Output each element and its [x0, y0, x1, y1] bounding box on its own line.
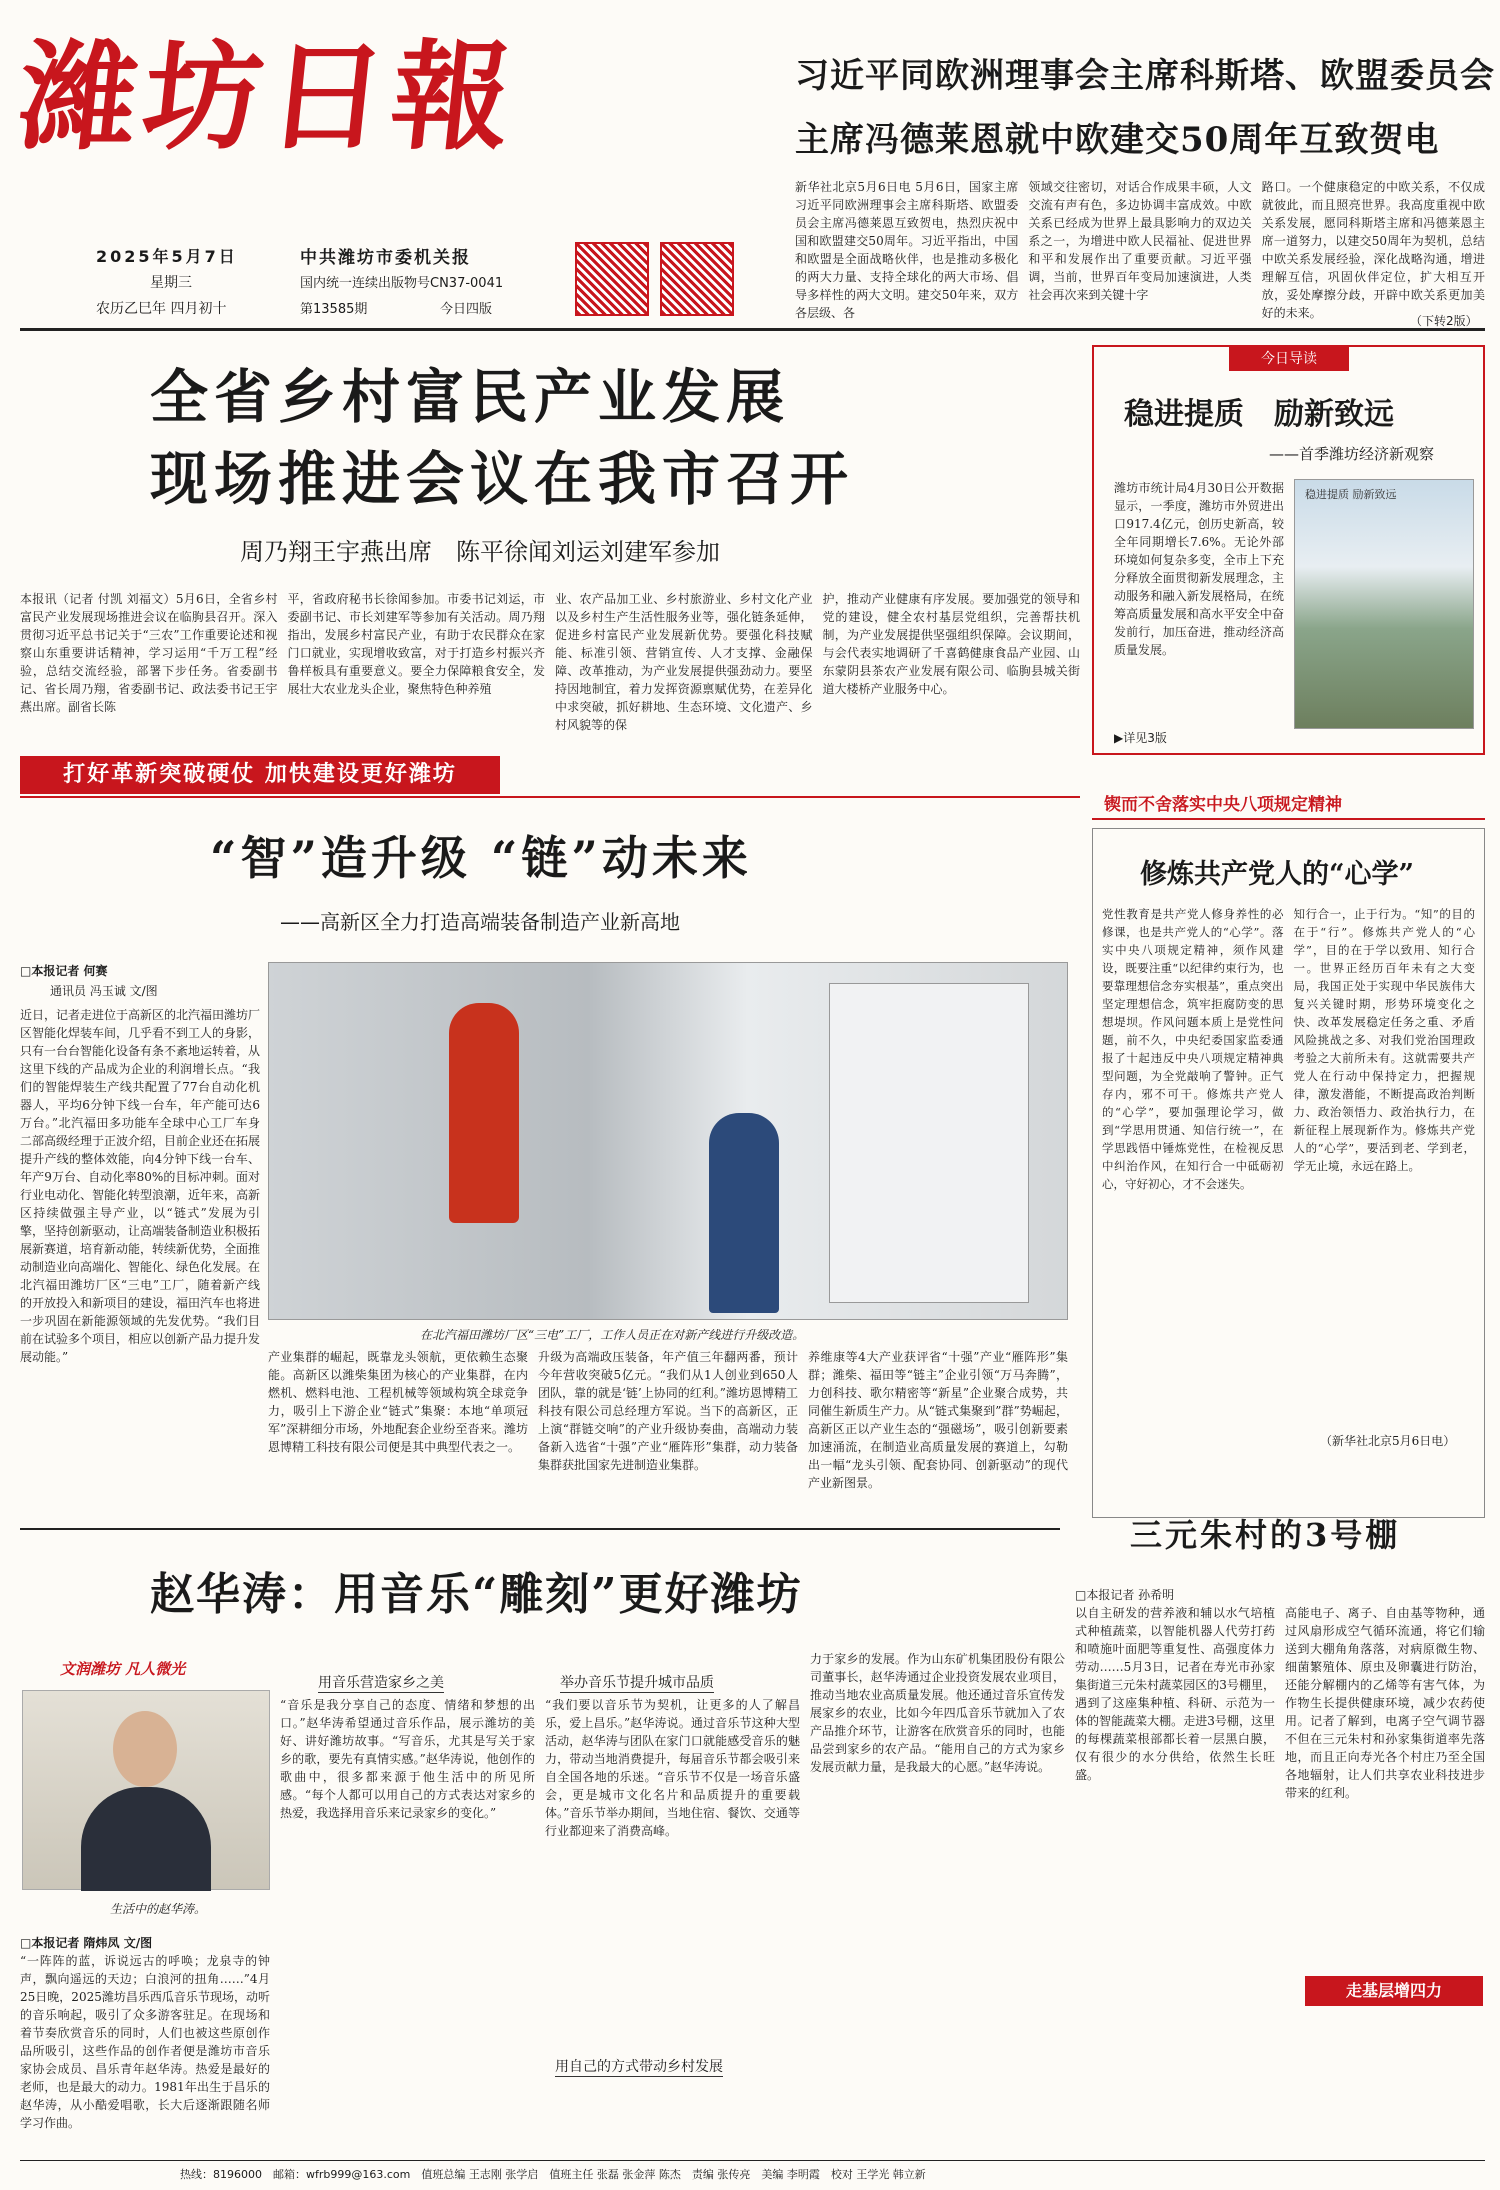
- lead-headline-1: 全省乡村富民产业发展: [150, 363, 791, 431]
- photo-feature-headline: 三元朱村的3号棚: [1130, 1516, 1401, 1554]
- top-story-headline-2: 主席冯德莱恩就中欧建交50周年互致贺电: [795, 120, 1440, 160]
- commentary-col: 知行合一，止于行为。“知”的目的在于“行”。修炼共产党人的“心学”，目的在于学以致用、知行合一。世界正经历百年未有之大变局，我国正处于实现中华民族伟大复兴关键时期，形势环境变化之快、改革发展稳定任务之重、矛盾风险挑战之多、对我们党治国理政考验之大前所未有。这就需要共产党人在行动中保持定力，把握规律，激发潜能，不断提高政治判断力、政治领悟力、政治执行力，在新征程上展现新作为。修炼共产党人的“心学”，要活到老、学到老，学无止境，永远在路上。: [1293, 907, 1475, 1173]
- top-story-body: [795, 178, 1485, 328]
- commentary-body: [1102, 905, 1475, 1425]
- preview-box: [1092, 345, 1485, 755]
- lead-col: 业、农产品加工业、乡村旅游业、乡村文化产业以及乡村生产生活性服务业等，强化链条延伸，促进乡村富民产业发展新优势。要强化科技赋能、标准引领、营销宣传、人才支撑、金融保障、改革推动，为产业发展提供强劲动力。要坚持因地制宜，着力发挥资源禀赋优势，在差异化中求突破，抓好耕地、生态环境、文化遗产、乡村风貌等的保: [555, 592, 813, 732]
- profile-column-tag: 文润潍坊 凡人微光: [60, 1660, 186, 1678]
- top-story-jump: （下转2版）: [1410, 314, 1478, 328]
- masthead-lunar: 农历乙巳年 四月初十: [96, 301, 227, 317]
- portrait-body: [81, 1787, 211, 1891]
- preview-subhead: ——首季潍坊经济新观察: [1269, 445, 1435, 463]
- lead-subhead: 周乃翔王宇燕出席 陈平徐闻刘运刘建军参加: [240, 538, 720, 566]
- profile-subhead-3: 用自己的方式带动乡村发展: [555, 2056, 723, 2077]
- preview-body: 潍坊市统计局4月30日公开数据显示，一季度，潍坊市外贸进出口917.4亿元，创历史新高，较全年同期增长7.6%。无论外部环境如何复杂多变，全市上下充分释放全面贯彻新发展理念，主动服务和融入新发展格局，在统筹高质量发展和高水平安全中奋发前行，加压奋进，推动经济高质量发展。: [1114, 481, 1284, 657]
- feature-body: [268, 1348, 1068, 1508]
- footer-imprint: 热线：8196000 邮箱：wfrb999@163.com 值班总编 王志刚 张学启 值班主任 张磊 张金萍 陈杰 责编 张传亮 美编 李明霞 校对 王学光 韩立新: [180, 2168, 926, 2181]
- top-story-col: 新华社北京5月6日电 5月6日，国家主席习近平同欧洲理事会主席科斯塔、欧盟委员会主席冯德莱恩互致贺电，热烈庆祝中国和欧盟建交50周年。习近平指出，中国和欧盟是全面战略伙伴，也是推动多极化的两大力量、支持全球化的两大市场、倡导多样性的两大文明。建交50年来，双方各层级、各: [795, 180, 1019, 320]
- profile-subhead-2: 举办音乐节提升城市品质: [560, 1672, 714, 1693]
- commentary-col: 党性教育是共产党人修身养性的必修课，也是共产党人的“心学”。落实中央八项规定精神，须作风建设，既要注重“以纪律约束行为，也要靠理想信念夯实根基”，重点突出坚定理想信念，筑牢拒腐防变的思想堤坝。作风问题本质上是党性问题，前不久，中央纪委国家监委通报了十起违反中央八项规定精神典型问题，为全党敲响了警钟。正气存内，邪不可干。修炼共产党人的“心学”，要加强理论学习，做到“学思用贯通、知信行统一”，在学思践悟中锤炼党性，在检视反思中纠治作风，在知行合一中砥砺初心，守好初心，才不会迷失。: [1102, 907, 1284, 1191]
- profile-col: “音乐是我分享自己的态度、情绪和梦想的出口。”赵华涛希望通过音乐作品，展示潍坊的美好、讲好潍坊故事。“写音乐，尤其是写关于家乡的歌，要先有真情实感。”赵华涛说，他创作的歌曲中，很多都来源于他生活中的所见所感。“每个人都可以用自己的方式表达对家乡的热爱，我选择用音乐来记录家乡的变化。”: [280, 1698, 535, 1820]
- preview-tag: 今日导读: [1229, 347, 1349, 371]
- footer-rule: [20, 2160, 1485, 2161]
- masthead-pages: 今日四版: [440, 302, 493, 317]
- profile-col: “一阵阵的蓝，诉说远古的呼唤；龙泉寺的钟声，飘向遥远的天边；白浪河的扭角……”4月25日晚，2025潍坊昌乐西瓜音乐节现场，动听的音乐响起，吸引了众多游客驻足。在现场和着节奏欣赏音乐的同时，人们也被这些原创作品所吸引，这些作品的创作者便是潍坊市音乐家协会成员、昌乐青年赵华涛。热爱是最好的老师，也是最大的动力。1981年出生于昌乐的赵华涛，从小酷爱唱歌，长大后逐渐跟随名师学习作曲。: [20, 1954, 270, 2130]
- robot-arm-graphic: [449, 1003, 519, 1223]
- feature-col: 升级为高端政压装备，年产值三年翻两番，预计今年营收突破5亿元。“我们从1人创业到650人团队，靠的就是‘链’上协同的红利。”潍坊恩博精工科技有限公司总经理方军说。当下的高新区，正上演“群链交响”的产业升级协奏曲，高端动力装备新入选省“十强”产业“雁阵形”集群，动力装备集群获批国家先进制造业集群。: [538, 1350, 798, 1472]
- masthead-cn: 国内统一连续出版物号CN37-0041: [300, 276, 504, 291]
- campaign-banner: 打好革新突破硬仗 加快建设更好潍坊: [20, 756, 500, 794]
- feature-photo: [268, 962, 1068, 1320]
- masthead-weekday: 星期三: [150, 275, 192, 291]
- profile-col: 力于家乡的发展。作为山东矿机集团股份有限公司董事长，赵华涛通过企业投资发展农业项目，推动当地农业高质量发展。他还通过音乐宣传发展家乡的农业，比如今年四瓜音乐节就加入了农产品推介环节，让游客在欣赏音乐的同时，也能品尝到家乡的农产品。“能用自己的方式为家乡发展贡献力量，是我最大的心愿。”赵华涛说。: [810, 1652, 1065, 1774]
- preview-jump: ▶详见3版: [1114, 731, 1167, 745]
- machine-cabinet: [829, 983, 1029, 1303]
- footer-tag: 走基层增四力: [1305, 1976, 1483, 2006]
- profile-rule: [20, 1528, 1060, 1530]
- lead-body: [20, 590, 1080, 745]
- photo-feature-body: [1075, 1604, 1485, 2014]
- profile-col: “我们要以音乐节为契机，让更多的人了解昌乐，爱上昌乐。”赵华涛说。通过音乐节这种大型活动，赵华涛与团队在家门口就能感受音乐的魅力，带动当地消费提升，每届音乐节都会吸引来自全国各地的乐迷。“音乐节不仅是一场音乐盛会，更是城市文化名片和品质提升的重要载体。”音乐节举办期间，当地住宿、餐饮、交通等行业都迎来了消费高峰。: [545, 1698, 800, 1838]
- preview-photo-caption: 稳进提质 励新致远: [1305, 488, 1397, 501]
- profile-byline: □本报记者 隋炜凤 文/图: [20, 1936, 153, 1950]
- worker-figure: [709, 1113, 779, 1313]
- top-divider: [1092, 328, 1485, 331]
- profile-portrait: [22, 1690, 270, 1890]
- masthead-organ: 中共潍坊市委机关报: [300, 248, 471, 268]
- feature-col: 养维康等4大产业获评省“十强”产业“雁阵形”集群；潍柴、福田等“链主”企业引领“万马奔腾”，力创科技、歌尔精密等“新星”企业聚合成势，共同催生新质生产力。从“链式集聚到”群”势崛起，高新区正以产业生态的“强磁场”，吸引创新要素加速涌流，在制造业高质量发展的赛道上，勾勒出一幅“龙头引领、配套协同、创新驱动”的现代产业新图景。: [808, 1350, 1068, 1490]
- commentary-headline: 修炼共产党人的“心学”: [1140, 859, 1415, 890]
- photo-feature-col: 高能电子、离子、自由基等物种，通过风扇形成空气循环流通，将它们输送到大棚角角落落，对病原微生物、细菌繁殖体、原虫及卵囊进行防治，还能分解棚内的乙烯等有害气体，为作物生长提供健康环境，减少农药使用。记者了解到，电离子空气调节器不但在三元朱村和孙家集街道率先落地，而且正向寿光各个村庄乃至全国各地辐射，让人们共享农业科技进步带来的红利。: [1285, 1606, 1485, 1800]
- lead-headline-2: 现场推进会议在我市召开: [150, 445, 855, 513]
- feature-headline: “智”造升级 “链”动未来: [210, 831, 752, 885]
- photo-feature-col: 以自主研发的营养液和辅以水气培植式种植蔬菜，以智能机器人代劳打药和喷施叶面肥等重复性、高强度体力劳动……5月3日，记者在寿光市孙家集街道三元朱村蔬菜园区的3号棚里，遇到了这座集种植、科研、示范为一体的智能蔬菜大棚。走进3号棚，这里的每棵蔬菜根部都长着一层黑白膜，仅有很少的水分供给，依然生长旺盛。: [1075, 1606, 1275, 1782]
- commentary-tag: 锲而不舍落实中央八项规定精神: [1092, 790, 1485, 820]
- lead-col: 平，省政府秘书长徐闻参加。市委书记刘运，市委副书记、市长刘建军等参加有关活动。周乃翔指出，发展乡村富民产业，有助于农民群众在家门口就业，实现增收致富，对于打造乡村振兴齐鲁样板具有重要意义。要全力保障粮食安全，发展壮大农业龙头企业，聚焦特色种养殖: [287, 592, 545, 696]
- feature-col: 产业集群的崛起，既靠龙头领航，更依赖生态聚能。高新区以潍柴集团为核心的产业集群，在内燃机、燃料电池、工程机械等领域构筑全球竞争力，吸引上下游企业“链式”集聚：本地“单项冠军”深耕细分市场，外地配套企业纷至沓来。潍坊恩博精工科技有限公司便是其中典型代表之一。: [268, 1350, 528, 1454]
- lead-col: 本报讯（记者 付凯 刘福文）5月6日，全省乡村富民产业发展现场推进会议在临朐县召开。深入贯彻习近平总书记关于“三农”工作重要论述和视察山东重要讲话精神，学习运用“千万工程”经验，总结交流经验，部署下步任务。省委副书记、省长周乃翔，省委副书记、政法委书记王宇燕出席。副省长陈: [20, 592, 278, 714]
- top-story-headline-1: 习近平同欧洲理事会主席科斯塔、欧盟委员会: [795, 56, 1495, 96]
- portrait-head: [113, 1711, 177, 1787]
- commentary-credit: （新华社北京5月6日电）: [1320, 1434, 1456, 1448]
- profile-headline: 赵华涛：用音乐“雕刻”更好潍坊: [150, 1569, 803, 1620]
- masthead-date: 2025年5月7日: [96, 247, 238, 266]
- feature-photo-caption: 在北汽福田潍坊厂区“三电”工厂，工作人员正在对新产线进行升级改造。: [420, 1328, 805, 1342]
- masthead-issue: 第13585期: [300, 302, 368, 317]
- qr-code-2: [660, 242, 734, 316]
- top-story-col: 领域交往密切，对话合作成果丰硕，人文交流有声有色，多边协调丰富成效。中欧关系已经成为世界上最具影响力的双边关系之一，为增进中欧人民福祉、促进世界和平和发展作出了重要贡献。习近平强调，当前，世界百年变局加速演进，人类社会再次来到关键十字: [1028, 180, 1252, 302]
- top-story-col: 路口。一个健康稳定的中欧关系，不仅成就彼此，而且照亮世界。我高度重视中欧关系发展，愿同科斯塔主席和冯德莱恩主席一道努力，以建交50周年为契机，总结中欧关系发展经验，深化战略沟通，增进理解互信，巩固伙伴定位，扩大相互开放，妥处摩擦分歧，开辟中欧关系更加美好的未来。: [1261, 180, 1485, 320]
- qr-code-1: [575, 242, 649, 316]
- profile-subhead-1: 用音乐营造家乡之美: [318, 1672, 444, 1693]
- feature-byline-1: □本报记者 何赛: [20, 964, 108, 978]
- feature-byline-2: 通讯员 冯玉诚 文/图: [50, 984, 158, 998]
- preview-headline: 稳进提质 励新致远: [1124, 397, 1394, 432]
- banner-rule: [20, 796, 1080, 798]
- feature-body-left: 近日，记者走进位于高新区的北汽福田潍坊厂区智能化焊装车间，几乎看不到工人的身影，只有一台台智能化设备有条不紊地运转着，从这里下线的产品成为企业的利润增长点。“我们的智能焊装生产线共配置了77台自动化机器人，平均6分钟下线一台车，年产能可达6万台。”北汽福田多功能车全球中心工厂车身二部高级经理于正波介绍，目前企业还在拓展提升产线的整体效能，向4分钟下线一台车、年产9万台、自动化率80%的目标冲刺。面对行业电动化、智能化转型浪潮，近年来，高新区持续做强主导产业，以“链式”发展为引擎，坚持创新驱动，让高端装备制造业积极拓展新赛道，培育新动能，转续新优势，全面推动制造业向高端化、智能化、绿色化发展。在北汽福田潍坊厂区“三电”工厂，随着新产线的开放投入和新项目的建设，福田汽车也将进一步巩固在新能源领域的先发优势。“我们目前在试验多个项目，相应以创新产品力提升发展动能。”: [20, 1008, 261, 1364]
- photo-feature-byline: □本报记者 孙希明: [1075, 1588, 1175, 1602]
- profile-photo-caption: 生活中的赵华涛。: [110, 1902, 207, 1916]
- preview-photo: [1294, 479, 1474, 729]
- masthead-logo: 濰坊日報: [12, 27, 524, 166]
- feature-subhead: ——高新区全力打造高端装备制造产业新高地: [280, 910, 680, 934]
- masthead-divider: [20, 328, 1092, 331]
- lead-col: 护，推动产业健康有序发展。要加强党的领导和党的建设，健全农村基层党组织，完善帮扶机制，为产业发展提供坚强组织保障。会议期间，与会代表实地调研了千喜鹤健康食品产业园、山东蒙阴县茶农产业发展有限公司、临朐县城关街道大楼桥产业服务中心。: [822, 592, 1080, 696]
